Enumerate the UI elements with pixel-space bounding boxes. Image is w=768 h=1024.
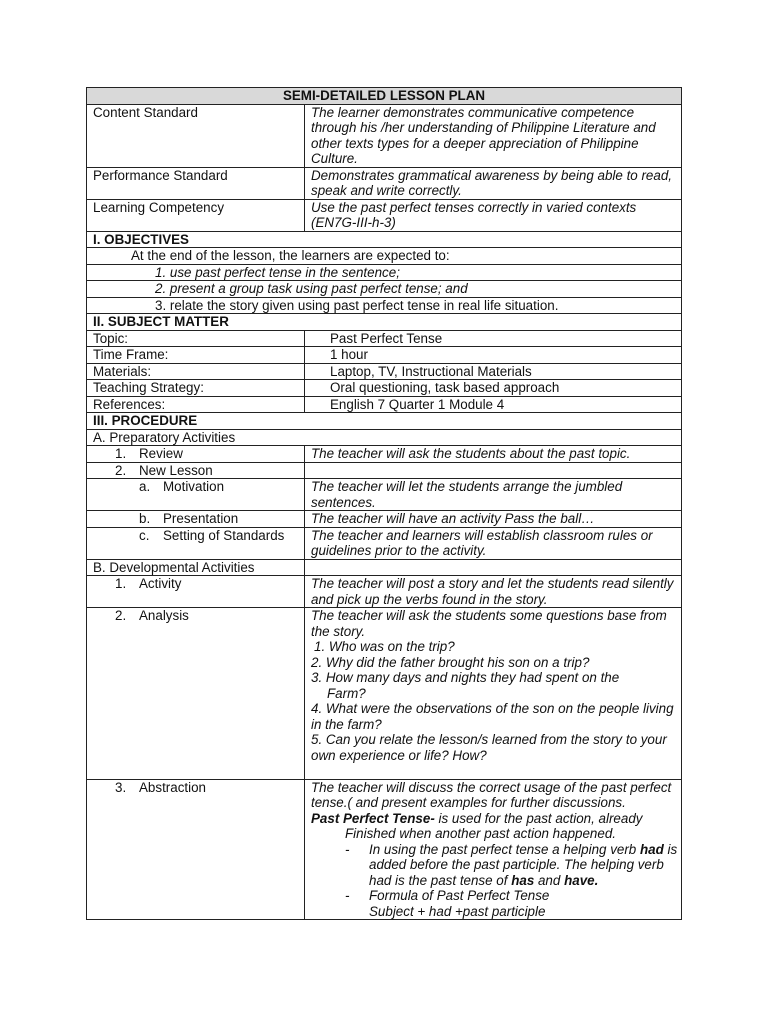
definition-text: is used for the past action, already	[434, 810, 643, 826]
bullet-text: and	[534, 872, 565, 888]
bullet-item	[311, 888, 681, 904]
objective-row	[87, 297, 682, 314]
preparatory-row	[87, 429, 682, 446]
developmental-heading: B. Developmental Activities	[87, 559, 305, 576]
procedure-row	[87, 576, 682, 608]
procedure-row	[87, 462, 682, 479]
subject-row	[87, 330, 682, 347]
objectives-heading-row	[87, 231, 682, 248]
step-number: b.	[139, 511, 151, 526]
subject-row	[87, 380, 682, 397]
step-title: Analysis	[139, 608, 189, 623]
abstraction-content	[305, 779, 682, 920]
definition-term: Past Perfect Tense-	[311, 810, 435, 826]
standard-label: Content Standard	[87, 104, 305, 167]
analysis-question: 2. Why did the father brought his son on a trip?	[311, 654, 590, 670]
subject-matter-heading-row	[87, 314, 682, 331]
analysis-content	[305, 608, 682, 780]
subject-label: Teaching Strategy:	[87, 380, 305, 397]
step-title: Motivation	[163, 479, 225, 494]
procedure-heading-row	[87, 413, 682, 430]
step-label	[87, 576, 305, 608]
definition-line	[311, 811, 681, 827]
analysis-question: 5. Can you relate the lesson/s learned from the story to your own experience or life? How?	[311, 732, 667, 763]
step-description: The teacher will ask the students about the past topic.	[305, 446, 682, 463]
standard-label: Learning Competency	[87, 199, 305, 231]
objectives-intro-row	[87, 248, 682, 265]
procedure-row	[87, 608, 682, 780]
step-description: The teacher will post a story and let the students read silently and pick up the verbs found in the story.	[305, 576, 682, 608]
subject-label: Time Frame:	[87, 347, 305, 364]
subject-value: 1 hour	[305, 347, 682, 364]
step-title: New Lesson	[139, 462, 213, 478]
step-number: 1.	[115, 576, 127, 591]
step-description	[305, 462, 682, 479]
analysis-intro: The teacher will ask the students some questions base from the story.	[311, 608, 667, 639]
objective-item: 2. present a group task using past perfect tense; and	[87, 281, 682, 298]
analysis-question-cont: Farm?	[327, 685, 366, 701]
standard-row	[87, 199, 682, 231]
bold-term: had	[639, 841, 664, 857]
section-heading: II. SUBJECT MATTER	[87, 314, 682, 331]
formula-text: Subject + had +past participle	[369, 903, 546, 919]
objective-row	[87, 264, 682, 281]
step-title: Review	[139, 446, 183, 461]
bold-term: has	[511, 872, 535, 888]
spacer	[311, 763, 681, 779]
step-number: a.	[139, 479, 151, 494]
procedure-row	[87, 479, 682, 511]
step-title: Abstraction	[139, 779, 206, 795]
developmental-row	[87, 559, 682, 576]
bullet-text: In using the past perfect tense a helping verb	[369, 841, 640, 857]
step-label	[87, 527, 305, 559]
objectives-intro: At the end of the lesson, the learners are expected to:	[87, 248, 682, 265]
page-title: SEMI-DETAILED LESSON PLAN	[87, 88, 682, 105]
step-label	[87, 479, 305, 511]
subject-label: Materials:	[87, 363, 305, 380]
step-label	[87, 608, 305, 780]
step-number: 1.	[115, 446, 127, 461]
standard-label: Performance Standard	[87, 167, 305, 199]
step-description: The teacher will have an activity Pass the ball…	[305, 511, 682, 528]
dash-marker: -	[345, 841, 350, 857]
title-row	[87, 88, 682, 105]
bullet-item	[311, 842, 681, 889]
procedure-row	[87, 446, 682, 463]
procedure-row	[87, 527, 682, 559]
subject-row	[87, 363, 682, 380]
step-title: Setting of Standards	[163, 527, 285, 543]
step-title: Presentation	[163, 511, 239, 526]
objective-item: 3. relate the story given using past perfect tense in real life situation.	[87, 297, 682, 314]
step-number: 3.	[115, 779, 127, 795]
section-heading: I. OBJECTIVES	[87, 231, 682, 248]
definition-text-cont: Finished when another past action happened.	[345, 826, 616, 841]
analysis-question: 1. Who was on the trip?	[314, 639, 455, 654]
preparatory-heading: A. Preparatory Activities	[87, 429, 682, 446]
subject-row	[87, 396, 682, 413]
standard-value: Demonstrates grammatical awareness by being able to read, speak and write correctly.	[305, 167, 682, 199]
subject-value: Past Perfect Tense	[305, 330, 682, 347]
subject-value: Oral questioning, task based approach	[305, 380, 682, 397]
empty-cell	[305, 559, 682, 576]
standard-value: The learner demonstrates communicative competence through his /her understanding of Philippine Literature and other texts types for a deeper appreciation of Philippine Culture.	[305, 104, 682, 167]
subject-value: English 7 Quarter 1 Module 4	[305, 396, 682, 413]
step-title: Activity	[139, 576, 182, 591]
subject-label: References:	[87, 396, 305, 413]
bold-term: have.	[564, 872, 599, 888]
analysis-question: 4. What were the observations of the son on the people living in the farm?	[311, 701, 674, 732]
procedure-row	[87, 511, 682, 528]
lesson-plan-table	[86, 87, 682, 920]
dash-marker: -	[345, 888, 350, 903]
standard-value: Use the past perfect tenses correctly in varied contexts (EN7G-III-h-3)	[305, 199, 682, 231]
section-heading: III. PROCEDURE	[87, 413, 682, 430]
procedure-row	[87, 779, 682, 920]
analysis-question: 3. How many days and nights they had spent on the	[311, 670, 620, 685]
objective-row	[87, 281, 682, 298]
step-label	[87, 462, 305, 479]
objective-item: 1. use past perfect tense in the sentence;	[87, 264, 682, 281]
subject-row	[87, 347, 682, 364]
standard-row	[87, 167, 682, 199]
subject-label: Topic:	[87, 330, 305, 347]
bullet-text: Formula of Past Perfect Tense	[369, 888, 550, 903]
abstraction-intro: The teacher will discuss the correct usage of the past perfect tense.( and present examples for further discussions.	[311, 779, 672, 810]
step-number: 2.	[115, 462, 127, 478]
step-label	[87, 511, 305, 528]
standard-row	[87, 104, 682, 167]
subject-value: Laptop, TV, Instructional Materials	[305, 363, 682, 380]
step-description: The teacher will let the students arrange the jumbled sentences.	[305, 479, 682, 511]
step-number: 2.	[115, 608, 127, 623]
step-label	[87, 779, 305, 920]
bullet-text: is added before the past participle. The helping verb had is the past tense of	[369, 841, 678, 888]
step-label	[87, 446, 305, 463]
step-number: c.	[139, 527, 150, 543]
step-description: The teacher and learners will establish classroom rules or guidelines prior to the activity.	[305, 527, 682, 559]
